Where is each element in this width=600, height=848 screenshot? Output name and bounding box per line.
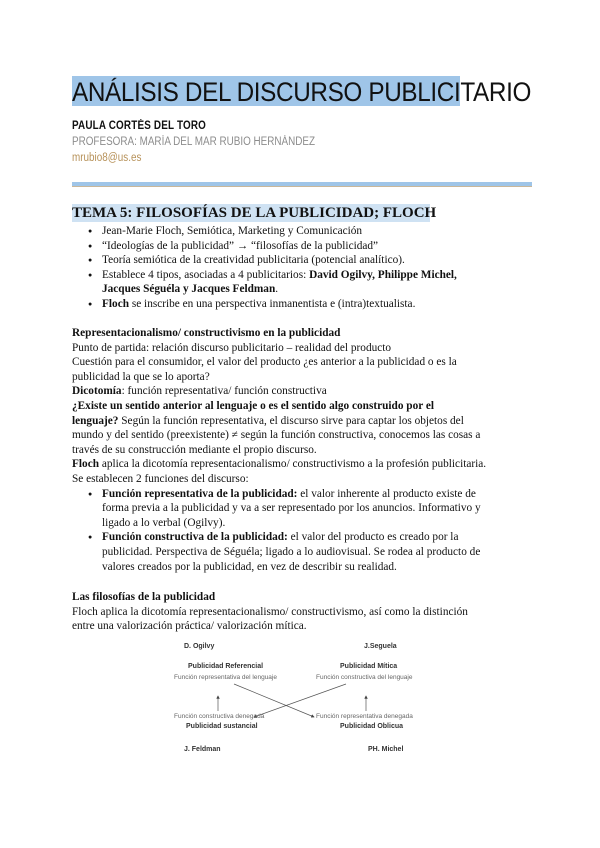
- bullet-text: ligado a lo verbal (Ogilvy).: [102, 516, 226, 529]
- bullet-bold: David Ogilvy, Philippe Michel,: [309, 268, 457, 281]
- paragraph-line: [72, 399, 532, 414]
- paragraph-line: [72, 457, 532, 472]
- section-heading: Representacionalismo/ constructivismo en la publicidad: [72, 327, 341, 339]
- diagram-title-mitica: Publicidad Mítica: [340, 663, 398, 670]
- paragraph-line: Se establecen 2 funciones del discurso:: [72, 472, 249, 485]
- author-name: PAULA CORTÉS DEL TORO: [72, 120, 207, 132]
- bullet-text: se inscribe en una perspectiva inmanentista e (intra)textualista.: [129, 297, 416, 310]
- bullet-text: el valor inherente al producto existe de: [297, 487, 476, 500]
- bullet-text: Establece 4 tipos, asociadas a 4 publicitarios:: [102, 268, 310, 281]
- bullet-bold: Floch: [102, 297, 129, 310]
- term-text: : función representativa/ función constructiva: [121, 385, 327, 398]
- term-bold: Dicotomía: [72, 385, 122, 398]
- document-title: ANÁLISIS DEL DISCURSO PUBLICITARIO: [72, 77, 532, 107]
- diagram-name-feldman: J. Feldman: [184, 746, 221, 753]
- paragraph-line: [72, 384, 532, 399]
- list-item: ● Teoría semiótica de la creatividad publicitaria (potencial analítico).: [72, 253, 532, 268]
- list-item: ● “Ideologías de la publicidad” → “filosofías de la publicidad”: [72, 239, 532, 254]
- list-item: [72, 268, 532, 297]
- paragraph-line: entre una valorización práctica/ valorización mítica.: [72, 620, 307, 633]
- header-divider-shadow: [72, 186, 532, 187]
- bullet-text: forma previa a la publicidad y va a ser representado por los anuncios. Informativo y: [102, 502, 481, 515]
- diagram-title-sustancial: Publicidad sustancial: [186, 723, 258, 730]
- filosofias-diagram: [170, 640, 430, 760]
- bullet-text: el valor del producto es creado por la: [287, 531, 459, 544]
- bullet-text: valores creados por la publicidad, en vez de describir su realidad.: [102, 560, 397, 573]
- bullet-text: .: [275, 283, 279, 296]
- intro-bullets: [72, 224, 532, 312]
- diagram-func-constructiva-denegada: Función constructiva denegada: [174, 713, 265, 720]
- bullet-text: publicidad. Perspectiva de Séguéla; ligado a lo audiovisual. Se rodea al producto de: [102, 545, 481, 558]
- list-item: [72, 487, 532, 531]
- list-item: ● Jean-Marie Floch, Semiótica, Marketing y Comunicación: [72, 224, 532, 239]
- professor-email[interactable]: mrubio8@us.es: [72, 152, 142, 164]
- professor-name: PROFESORA: MARÍA DEL MAR RUBIO HERNÁNDEZ: [72, 136, 316, 148]
- diagram-func-representativa-denegada: Función representativa denegada: [316, 713, 413, 720]
- section-filosofias: [72, 590, 532, 634]
- paragraph-line: mundo y del sentido (preexistente) ≠ según la función constructiva, conocemos las cosas a: [72, 429, 481, 442]
- paragraph-line: [72, 414, 532, 429]
- paragraph-text: aplica la dicotomía representacionalismo/ constructivismo a la profesión publicitaria.: [99, 458, 487, 471]
- paragraph-line: Cuestión para el consumidor, el valor del producto ¿es anterior a la publicidad o es la: [72, 356, 457, 369]
- section-heading: Las filosofías de la publicidad: [72, 591, 216, 603]
- tema-heading: TEMA 5: FILOSOFÍAS DE LA PUBLICIDAD; FLOCH: [72, 205, 437, 221]
- diagram-title-oblicua: Publicidad Oblicua: [340, 723, 404, 730]
- paragraph-line: través de su construcción mediante el propio discurso.: [72, 443, 317, 456]
- diagram-func-constructiva: Función constructiva del lenguaje: [316, 674, 413, 681]
- diagram-func-representativa: Función representativa del lenguaje: [174, 674, 277, 681]
- paragraph-text: Según la función representativa, el discurso sirve para captar los objetos del: [118, 414, 464, 427]
- paragraph-line: Floch aplica la dicotomía representacionalismo/ constructivismo, así como la distinción: [72, 605, 468, 618]
- diagram-arrows: [170, 640, 430, 760]
- bullet-bold: Jacques Séguéla y Jacques Feldman: [102, 283, 276, 296]
- list-item: [72, 297, 532, 312]
- paragraph-line: Punto de partida: relación discurso publicitario – realidad del producto: [72, 341, 392, 354]
- diagram-title-referencial: Publicidad Referencial: [188, 663, 264, 670]
- term-bold: Floch: [72, 458, 99, 471]
- section-representacionalismo: [72, 326, 532, 574]
- list-item: [72, 530, 532, 574]
- diagram-name-seguela: J.Seguela: [364, 643, 397, 650]
- question-bold: lenguaje?: [72, 414, 119, 427]
- bullet-bold: Función constructiva de la publicidad:: [102, 531, 288, 544]
- diagram-name-ogilvy: D. Ogilvy: [184, 643, 215, 650]
- question-bold: ¿Existe un sentido anterior al lenguaje o es el sentido algo construido por el: [72, 399, 435, 412]
- paragraph-line: publicidad la que se lo aporta?: [72, 370, 210, 383]
- bullet-bold: Función representativa de la publicidad:: [102, 487, 298, 500]
- diagram-name-michel: PH. Michel: [368, 746, 404, 753]
